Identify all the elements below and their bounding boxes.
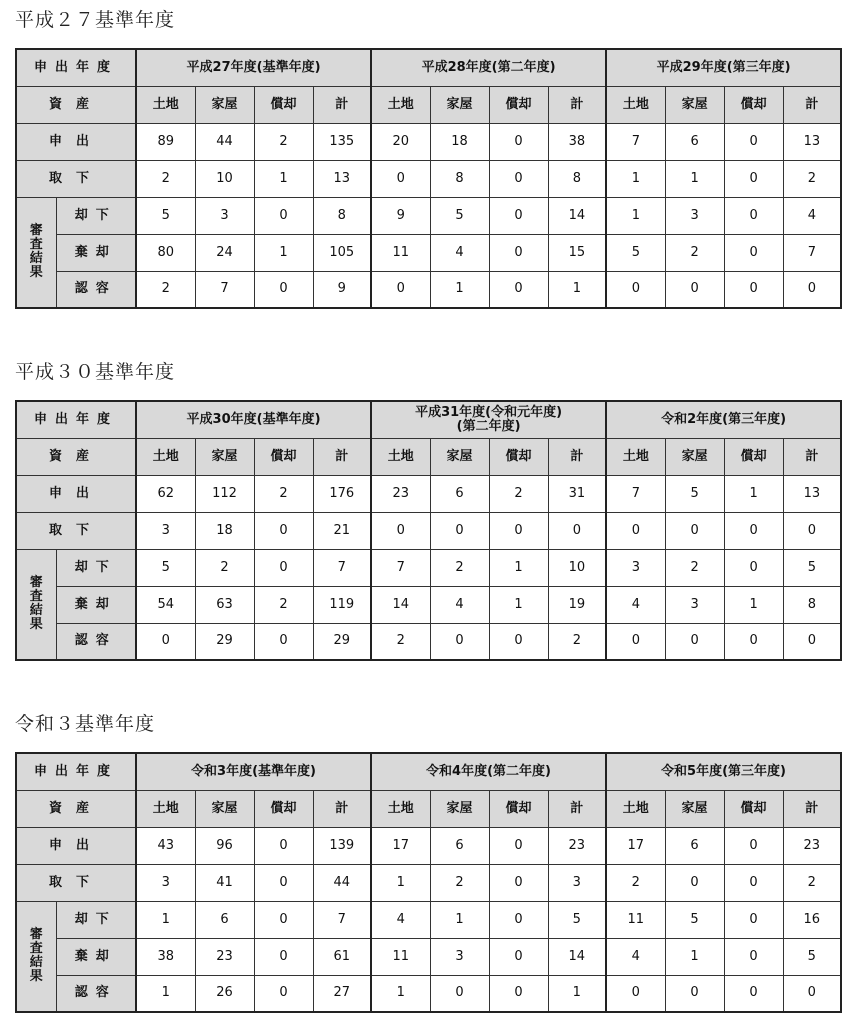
value-cell: 0 [489, 975, 548, 1012]
value-cell: 17 [371, 827, 430, 864]
value-cell: 1 [489, 586, 548, 623]
year-header: 平成28年度(第二年度) [371, 49, 606, 86]
value-cell: 6 [430, 827, 489, 864]
value-cell: 31 [548, 475, 606, 512]
value-cell: 3 [430, 938, 489, 975]
value-cell: 44 [313, 864, 371, 901]
value-cell: 2 [783, 864, 841, 901]
value-cell: 18 [430, 123, 489, 160]
value-cell: 2 [489, 475, 548, 512]
withdrawn-label: 取下 [16, 864, 136, 901]
value-cell: 176 [313, 475, 371, 512]
asset-header: 土地 [606, 86, 665, 123]
value-cell: 9 [371, 197, 430, 234]
value-cell: 0 [430, 623, 489, 660]
asset-header: 償却 [724, 438, 783, 475]
value-cell: 7 [195, 271, 254, 308]
asset-label: 資産 [16, 86, 136, 123]
value-cell: 0 [136, 623, 195, 660]
value-cell: 0 [665, 512, 724, 549]
value-cell: 0 [724, 864, 783, 901]
value-cell: 0 [371, 160, 430, 197]
value-cell: 1 [606, 160, 665, 197]
value-cell: 0 [254, 975, 313, 1012]
filed-label: 申出 [16, 123, 136, 160]
asset-label: 資産 [16, 790, 136, 827]
value-cell: 0 [254, 864, 313, 901]
value-cell: 3 [136, 512, 195, 549]
value-cell: 9 [313, 271, 371, 308]
value-cell: 1 [489, 549, 548, 586]
value-cell: 2 [254, 123, 313, 160]
value-cell: 43 [136, 827, 195, 864]
value-cell: 0 [489, 234, 548, 271]
value-cell: 7 [313, 901, 371, 938]
review-result-char: 結 [29, 251, 43, 267]
value-cell: 13 [783, 123, 841, 160]
value-cell: 0 [665, 864, 724, 901]
asset-header: 土地 [136, 86, 195, 123]
withdrawn-row [16, 160, 841, 197]
asset-header: 償却 [489, 438, 548, 475]
value-cell: 29 [313, 623, 371, 660]
value-cell: 8 [430, 160, 489, 197]
review-result-char: 査 [29, 941, 43, 957]
value-cell: 2 [136, 160, 195, 197]
asset-header: 家屋 [195, 790, 254, 827]
value-cell: 0 [489, 512, 548, 549]
section-title: 平成２７基準年度 [15, 9, 176, 31]
value-cell: 0 [489, 938, 548, 975]
value-cell: 4 [606, 586, 665, 623]
asset-header: 償却 [254, 790, 313, 827]
value-cell: 1 [136, 901, 195, 938]
fiscal-year-label: 申出年度 [16, 753, 136, 790]
asset-header: 土地 [606, 790, 665, 827]
filed-row [16, 123, 841, 160]
year-header: 令和3年度(基準年度) [136, 753, 371, 790]
value-cell: 14 [548, 197, 606, 234]
asset-header: 計 [548, 790, 606, 827]
value-cell: 1 [606, 197, 665, 234]
review-result-char: 果 [29, 265, 43, 281]
value-cell: 80 [136, 234, 195, 271]
value-cell: 54 [136, 586, 195, 623]
year-header: 平成31年度(令和元年度) (第二年度) [371, 401, 606, 438]
filed-row [16, 475, 841, 512]
value-cell: 105 [313, 234, 371, 271]
value-cell: 119 [313, 586, 371, 623]
asset-header: 家屋 [665, 438, 724, 475]
dismissed-row [16, 549, 841, 586]
value-cell: 0 [489, 864, 548, 901]
value-cell: 0 [724, 623, 783, 660]
value-cell: 3 [195, 197, 254, 234]
value-cell: 3 [606, 549, 665, 586]
value-cell: 0 [254, 827, 313, 864]
value-cell: 4 [371, 901, 430, 938]
value-cell: 5 [136, 197, 195, 234]
dismissed-label: 却下 [56, 549, 136, 586]
section-title: 平成３０基準年度 [15, 361, 176, 383]
value-cell: 15 [548, 234, 606, 271]
value-cell: 62 [136, 475, 195, 512]
rejected-row [16, 586, 841, 623]
withdrawn-row [16, 512, 841, 549]
value-cell: 4 [606, 938, 665, 975]
asset-header: 土地 [136, 438, 195, 475]
value-cell: 96 [195, 827, 254, 864]
value-cell: 0 [548, 512, 606, 549]
year-header: 平成29年度(第三年度) [606, 49, 841, 86]
value-cell: 29 [195, 623, 254, 660]
value-cell: 3 [665, 197, 724, 234]
appeal-table [15, 752, 842, 1013]
value-cell: 0 [783, 512, 841, 549]
value-cell: 0 [724, 123, 783, 160]
approved-label: 認容 [56, 623, 136, 660]
section-title: 令和３基準年度 [15, 713, 156, 735]
asset-header: 家屋 [195, 438, 254, 475]
rejected-row [16, 234, 841, 271]
asset-header-row [16, 790, 841, 827]
value-cell: 13 [313, 160, 371, 197]
review-result-char: 査 [29, 237, 43, 253]
value-cell: 0 [665, 623, 724, 660]
value-cell: 5 [430, 197, 489, 234]
rejected-label: 棄却 [56, 234, 136, 271]
value-cell: 23 [548, 827, 606, 864]
dismissed-row [16, 901, 841, 938]
dismissed-label: 却下 [56, 901, 136, 938]
withdrawn-row [16, 864, 841, 901]
value-cell: 2 [430, 549, 489, 586]
year-header-row [16, 49, 841, 86]
asset-header: 家屋 [430, 438, 489, 475]
asset-header: 償却 [489, 86, 548, 123]
value-cell: 1 [430, 271, 489, 308]
value-cell: 1 [136, 975, 195, 1012]
approved-label: 認容 [56, 975, 136, 1012]
asset-header: 計 [783, 790, 841, 827]
fiscal-year-label: 申出年度 [16, 401, 136, 438]
value-cell: 2 [371, 623, 430, 660]
year-header: 令和2年度(第三年度) [606, 401, 841, 438]
review-result-label [16, 901, 56, 1012]
dismissed-label: 却下 [56, 197, 136, 234]
review-result-char: 審 [29, 223, 43, 239]
value-cell: 7 [606, 475, 665, 512]
withdrawn-label: 取下 [16, 160, 136, 197]
asset-header: 家屋 [195, 86, 254, 123]
appeal-table [15, 48, 842, 309]
value-cell: 17 [606, 827, 665, 864]
filed-label: 申出 [16, 827, 136, 864]
value-cell: 23 [783, 827, 841, 864]
value-cell: 63 [195, 586, 254, 623]
approved-row [16, 623, 841, 660]
value-cell: 0 [254, 623, 313, 660]
value-cell: 0 [254, 938, 313, 975]
asset-header: 家屋 [430, 790, 489, 827]
year-header: 令和4年度(第二年度) [371, 753, 606, 790]
approved-row [16, 975, 841, 1012]
year-header: 平成27年度(基準年度) [136, 49, 371, 86]
review-result-char: 審 [29, 575, 43, 591]
value-cell: 2 [665, 234, 724, 271]
value-cell: 4 [430, 234, 489, 271]
value-cell: 10 [548, 549, 606, 586]
value-cell: 7 [783, 234, 841, 271]
value-cell: 0 [489, 827, 548, 864]
value-cell: 11 [371, 234, 430, 271]
dismissed-row [16, 197, 841, 234]
fiscal-year-label: 申出年度 [16, 49, 136, 86]
value-cell: 0 [254, 901, 313, 938]
year-header-row [16, 753, 841, 790]
value-cell: 2 [195, 549, 254, 586]
asset-header: 土地 [371, 438, 430, 475]
value-cell: 1 [724, 475, 783, 512]
rejected-row [16, 938, 841, 975]
value-cell: 5 [606, 234, 665, 271]
value-cell: 4 [430, 586, 489, 623]
value-cell: 0 [783, 271, 841, 308]
asset-header: 償却 [489, 790, 548, 827]
value-cell: 1 [548, 271, 606, 308]
rejected-label: 棄却 [56, 938, 136, 975]
value-cell: 0 [489, 197, 548, 234]
value-cell: 0 [371, 271, 430, 308]
withdrawn-label: 取下 [16, 512, 136, 549]
asset-header: 計 [548, 438, 606, 475]
value-cell: 18 [195, 512, 254, 549]
value-cell: 6 [665, 827, 724, 864]
value-cell: 0 [724, 234, 783, 271]
value-cell: 5 [783, 938, 841, 975]
value-cell: 14 [548, 938, 606, 975]
review-result-label [16, 549, 56, 660]
value-cell: 11 [371, 938, 430, 975]
value-cell: 0 [371, 512, 430, 549]
value-cell: 2 [665, 549, 724, 586]
value-cell: 5 [783, 549, 841, 586]
value-cell: 1 [371, 975, 430, 1012]
value-cell: 2 [430, 864, 489, 901]
review-result-char: 結 [29, 603, 43, 619]
asset-header: 償却 [724, 86, 783, 123]
asset-header: 償却 [724, 790, 783, 827]
value-cell: 19 [548, 586, 606, 623]
value-cell: 112 [195, 475, 254, 512]
value-cell: 0 [724, 512, 783, 549]
value-cell: 0 [724, 901, 783, 938]
review-result-char: 審 [29, 927, 43, 943]
value-cell: 0 [606, 271, 665, 308]
value-cell: 1 [665, 160, 724, 197]
value-cell: 2 [254, 475, 313, 512]
year-header: 令和5年度(第三年度) [606, 753, 841, 790]
value-cell: 0 [724, 827, 783, 864]
asset-header: 償却 [254, 438, 313, 475]
value-cell: 0 [665, 271, 724, 308]
value-cell: 2 [548, 623, 606, 660]
value-cell: 135 [313, 123, 371, 160]
value-cell: 5 [665, 475, 724, 512]
value-cell: 0 [606, 623, 665, 660]
value-cell: 0 [489, 623, 548, 660]
value-cell: 2 [606, 864, 665, 901]
filed-label: 申出 [16, 475, 136, 512]
approved-row [16, 271, 841, 308]
asset-header: 計 [783, 86, 841, 123]
value-cell: 23 [371, 475, 430, 512]
value-cell: 44 [195, 123, 254, 160]
value-cell: 0 [783, 623, 841, 660]
value-cell: 10 [195, 160, 254, 197]
value-cell: 1 [371, 864, 430, 901]
asset-header: 家屋 [430, 86, 489, 123]
asset-header: 土地 [371, 86, 430, 123]
asset-header: 家屋 [665, 790, 724, 827]
value-cell: 0 [724, 197, 783, 234]
value-cell: 3 [665, 586, 724, 623]
asset-header: 計 [548, 86, 606, 123]
asset-header: 土地 [371, 790, 430, 827]
value-cell: 8 [548, 160, 606, 197]
value-cell: 24 [195, 234, 254, 271]
asset-header: 計 [313, 790, 371, 827]
value-cell: 1 [430, 901, 489, 938]
value-cell: 2 [254, 586, 313, 623]
value-cell: 1 [254, 234, 313, 271]
value-cell: 1 [665, 938, 724, 975]
value-cell: 27 [313, 975, 371, 1012]
value-cell: 0 [783, 975, 841, 1012]
asset-header: 土地 [136, 790, 195, 827]
value-cell: 38 [136, 938, 195, 975]
value-cell: 0 [665, 975, 724, 1012]
value-cell: 0 [430, 975, 489, 1012]
value-cell: 5 [665, 901, 724, 938]
value-cell: 0 [254, 549, 313, 586]
value-cell: 41 [195, 864, 254, 901]
value-cell: 8 [783, 586, 841, 623]
asset-header-row [16, 86, 841, 123]
value-cell: 6 [430, 475, 489, 512]
review-result-char: 結 [29, 955, 43, 971]
value-cell: 38 [548, 123, 606, 160]
filed-row [16, 827, 841, 864]
value-cell: 21 [313, 512, 371, 549]
value-cell: 1 [724, 586, 783, 623]
asset-label: 資産 [16, 438, 136, 475]
rejected-label: 棄却 [56, 586, 136, 623]
value-cell: 0 [254, 197, 313, 234]
appeal-table [15, 400, 842, 661]
review-result-label [16, 197, 56, 308]
value-cell: 0 [430, 512, 489, 549]
asset-header-row [16, 438, 841, 475]
value-cell: 89 [136, 123, 195, 160]
approved-label: 認容 [56, 271, 136, 308]
value-cell: 0 [724, 938, 783, 975]
value-cell: 3 [136, 864, 195, 901]
value-cell: 1 [254, 160, 313, 197]
value-cell: 0 [489, 123, 548, 160]
year-header: 平成30年度(基準年度) [136, 401, 371, 438]
value-cell: 0 [489, 160, 548, 197]
value-cell: 4 [783, 197, 841, 234]
review-result-char: 果 [29, 617, 43, 633]
value-cell: 23 [195, 938, 254, 975]
value-cell: 0 [606, 512, 665, 549]
value-cell: 0 [724, 975, 783, 1012]
value-cell: 0 [724, 549, 783, 586]
value-cell: 13 [783, 475, 841, 512]
value-cell: 0 [489, 901, 548, 938]
value-cell: 0 [489, 271, 548, 308]
value-cell: 139 [313, 827, 371, 864]
value-cell: 14 [371, 586, 430, 623]
value-cell: 61 [313, 938, 371, 975]
value-cell: 20 [371, 123, 430, 160]
value-cell: 16 [783, 901, 841, 938]
value-cell: 7 [606, 123, 665, 160]
asset-header: 家屋 [665, 86, 724, 123]
value-cell: 0 [254, 512, 313, 549]
value-cell: 0 [724, 271, 783, 308]
review-result-char: 果 [29, 969, 43, 985]
value-cell: 6 [195, 901, 254, 938]
value-cell: 0 [724, 160, 783, 197]
review-result-char: 査 [29, 589, 43, 605]
value-cell: 26 [195, 975, 254, 1012]
value-cell: 0 [254, 271, 313, 308]
value-cell: 7 [313, 549, 371, 586]
value-cell: 6 [665, 123, 724, 160]
year-header-row [16, 401, 841, 438]
asset-header: 土地 [606, 438, 665, 475]
value-cell: 5 [548, 901, 606, 938]
value-cell: 5 [136, 549, 195, 586]
asset-header: 計 [313, 86, 371, 123]
asset-header: 計 [783, 438, 841, 475]
value-cell: 2 [783, 160, 841, 197]
value-cell: 1 [548, 975, 606, 1012]
asset-header: 償却 [254, 86, 313, 123]
value-cell: 8 [313, 197, 371, 234]
value-cell: 3 [548, 864, 606, 901]
value-cell: 2 [136, 271, 195, 308]
value-cell: 0 [606, 975, 665, 1012]
asset-header: 計 [313, 438, 371, 475]
value-cell: 11 [606, 901, 665, 938]
value-cell: 7 [371, 549, 430, 586]
